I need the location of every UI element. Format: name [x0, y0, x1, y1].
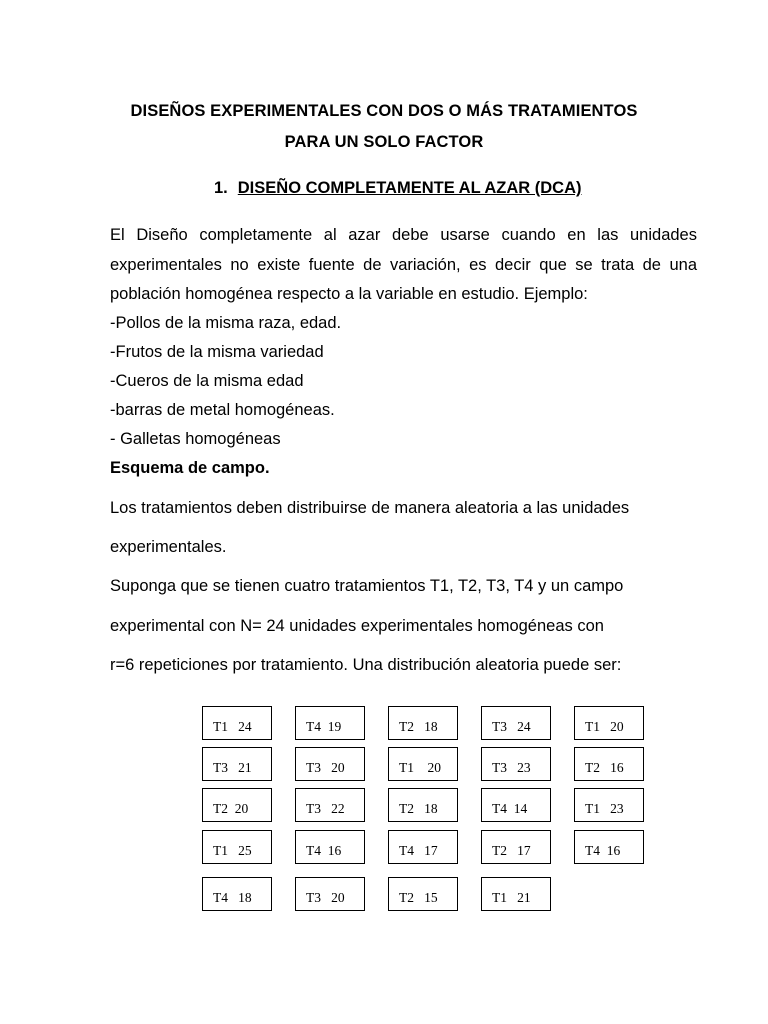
intro-paragraph: El Diseño completamente al azar debe usarse cuando en las unidades experimentales no existe fuente de variación, es decir que se trata de una población homogénea respecto a la variable en estudio. Ejemplo:: [110, 226, 697, 303]
experimental-unit-cell: T1 20: [388, 747, 458, 781]
document-title-line-1: DISEÑOS EXPERIMENTALES CON DOS O MÁS TRATAMIENTOS: [130, 102, 638, 120]
experimental-unit-cell: T2 18: [388, 788, 458, 822]
experimental-unit-cell: T2 18: [388, 706, 458, 740]
experimental-unit-cell: T2 17: [481, 830, 551, 864]
experimental-unit-cell: T4 16: [295, 830, 365, 864]
body-line: r=6 repeticiones por tratamiento. Una distribución aleatoria puede ser:: [110, 656, 622, 674]
experimental-unit-cell: T1 23: [574, 788, 644, 822]
experimental-unit-cell: T1 21: [481, 877, 551, 911]
experimental-unit-cell: T2 15: [388, 877, 458, 911]
experimental-unit-cell: T4 17: [388, 830, 458, 864]
section-number: 1.: [214, 179, 228, 197]
body-line: Suponga que se tienen cuatro tratamientos T1, T2, T3, T4 y un campo: [110, 577, 624, 595]
experimental-unit-cell: T3 22: [295, 788, 365, 822]
body-line: Los tratamientos deben distribuirse de manera aleatoria a las unidades: [110, 499, 630, 517]
section-title: DISEÑO COMPLETAMENTE AL AZAR (DCA): [237, 179, 582, 197]
experimental-unit-cell: T3 20: [295, 877, 365, 911]
document-title-line-2: PARA UN SOLO FACTOR: [284, 133, 484, 151]
example-item: -Frutos de la misma variedad: [110, 343, 324, 361]
example-item: - Galletas homogéneas: [110, 430, 281, 448]
section-heading: [214, 179, 582, 198]
example-item: -Pollos de la misma raza, edad.: [110, 314, 342, 332]
experimental-unit-cell: T2 16: [574, 747, 644, 781]
experimental-unit-cell: T4 14: [481, 788, 551, 822]
experimental-unit-cell: T3 24: [481, 706, 551, 740]
scheme-heading: Esquema de campo.: [110, 459, 270, 477]
experimental-unit-cell: T2 20: [202, 788, 272, 822]
experimental-unit-cell: T4 18: [202, 877, 272, 911]
example-item: -Cueros de la misma edad: [110, 372, 304, 390]
example-item: -barras de metal homogéneas.: [110, 401, 335, 419]
experimental-unit-cell: T1 20: [574, 706, 644, 740]
experimental-unit-cell: T3 23: [481, 747, 551, 781]
experimental-unit-cell: T1 24: [202, 706, 272, 740]
body-line: experimental con N= 24 unidades experimentales homogéneas con: [110, 617, 604, 635]
experimental-unit-cell: T3 21: [202, 747, 272, 781]
experimental-unit-cell: T1 25: [202, 830, 272, 864]
body-line: experimentales.: [110, 538, 227, 556]
experimental-unit-cell: T4 19: [295, 706, 365, 740]
experimental-unit-cell: T3 20: [295, 747, 365, 781]
experimental-unit-cell: T4 16: [574, 830, 644, 864]
